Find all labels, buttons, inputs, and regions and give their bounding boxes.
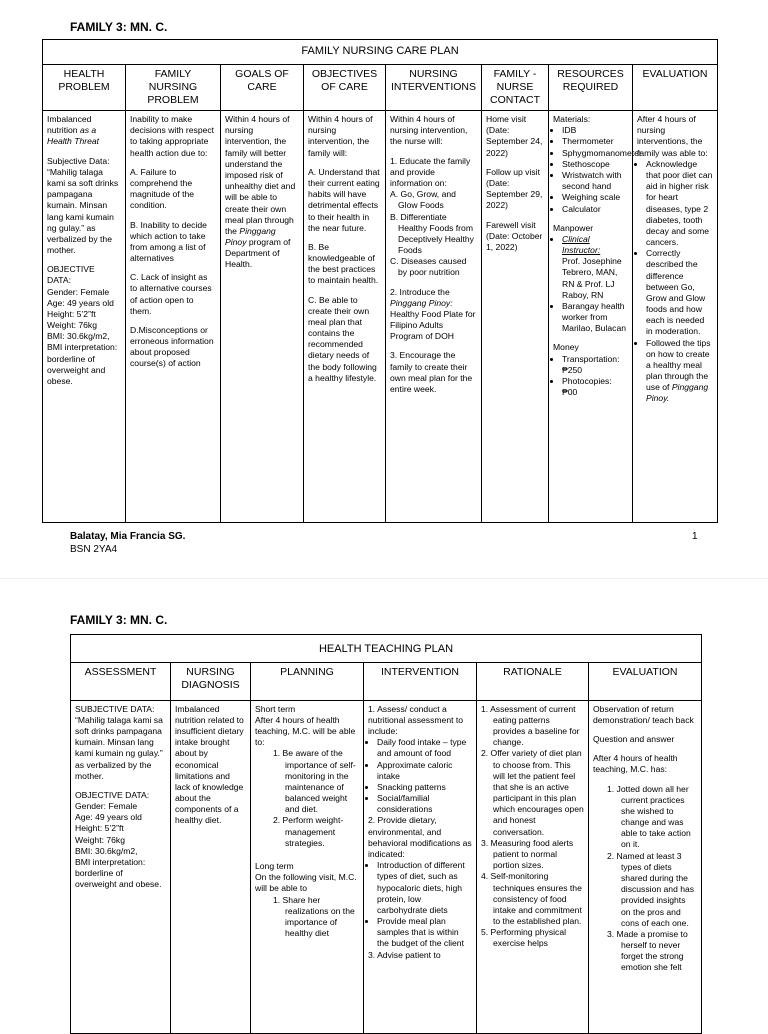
short-term-intro: After 4 hours of health teaching, M.C. will be able to: (255, 714, 356, 748)
intervention-1-item: C. Diseases caused by poor nutrition (390, 256, 467, 278)
contact-follow-up: Follow up visit (Date: September 29, 2022) (486, 166, 543, 211)
header-evaluation-2: EVALUATION (589, 662, 702, 700)
evaluation-outcome: 2. Named at least 3 types of diets shared during the discussion and has provided insights on the pros and cons of each one. (607, 850, 695, 928)
rationale-item: 3. Measuring food alerts patient to normal portion sizes. (481, 837, 574, 871)
intervention-step-1-item: • Social/familial considerations (377, 793, 472, 815)
cell-evaluation (633, 111, 718, 523)
objective-a: A. Understand that their current eating habits will have detrimental effects to their health in the near future. (308, 166, 380, 233)
page2-family-title: FAMILY 3: MN. C. (70, 613, 168, 627)
rationale-item: 5. Performing physical exercise helps (481, 927, 567, 949)
intervention-step-2-item: • Provide meal plan samples that is within the budget of the client (377, 916, 472, 950)
short-term-label: Short term (255, 703, 296, 714)
goal-text-tail: program of Department of Health. (225, 237, 291, 270)
page-number: 1 (692, 531, 698, 542)
long-term-item: 1. Share her realizations on the importance of healthy diet (273, 894, 355, 939)
evaluation-outcome: 1. Jotted down all her current practices she wished to change and was able to take action on it. (607, 783, 691, 850)
health-problem-text: Imbalanced nutrition (47, 114, 92, 136)
material-item: • Stethoscope (562, 159, 628, 170)
subjective-data: Subjective Data: “Mahilig talaga kami sa soft drinks pampagana kumain. Minsan lang kami kumain ng gulay.” as verbalized by the mother. (47, 155, 119, 256)
material-item: • IDB (562, 125, 628, 136)
contact-home-visit: Home visit (Date: September 24, 2022) (486, 114, 543, 158)
fnp-intro: Inability to make decisions with respect to taking appropriate health action due to: (130, 114, 215, 158)
fnp-item-d: D.Misconceptions or erroneous information about proposed course(s) of action (130, 324, 214, 369)
manpower-label: Manpower (553, 222, 594, 233)
objective-intro: Within 4 hours of nursing intervention, the family will: (308, 114, 373, 158)
barangay-health-worker: • Barangay health worker from Marilao, Bulacan (562, 301, 628, 335)
material-item: • Calculator (562, 204, 628, 215)
intervention-2-tail: Healthy Food Plate for Filipino Adults Program of DOH (390, 308, 476, 342)
cell-evaluation-2 (589, 700, 702, 1033)
objective-b: B. Be knowledgeable of the best practices to maintain health. (308, 241, 379, 286)
long-term-label: Long term (255, 860, 294, 871)
intervention-2-program: Pinggang Pinoy: (390, 297, 453, 308)
health-teaching-plan-table (70, 634, 702, 1034)
rationale-item: 4. Self-monitoring techniques ensures the consistency of food intake and commitment to the established plan. (481, 871, 582, 927)
evaluation-item: • Acknowledge that poor diet can aid in higher risk for heart diseases, type 2 diabetes, tooth decay and some cancers. (646, 159, 713, 248)
cell-health-problem (43, 111, 126, 523)
intervention-step-2: 2. Provide dietary, environmental, and behavioral modifications as indicated: (368, 815, 472, 859)
cell-intervention (364, 700, 477, 1033)
author-section: BSN 2YA4 (70, 544, 118, 555)
intervention-step-1-item: • Snacking patterns (377, 782, 472, 793)
goal-text: Within 4 hours of nursing intervention, the family will better understand the imposed risk of unhealthy diet and will be able to create their own meal plan through the (225, 114, 296, 236)
header-health-problem: HEALTH PROBLEM (43, 64, 126, 110)
cell-objectives-of-care (304, 111, 386, 523)
header-goals-of-care: GOALS OF CARE (221, 64, 304, 110)
page2-table-title: HEALTH TEACHING PLAN (71, 635, 702, 663)
fnp-item-b: B. Inability to decide which action to take from among a list of alternatives (130, 219, 207, 264)
header-family-nursing-problem: FAMILY NURSING PROBLEM (126, 64, 221, 110)
author-name: Balatay, Mia Francia SG. (70, 531, 186, 542)
intervention-step-1-item: • Approximate caloric intake (377, 760, 472, 782)
family-nursing-care-plan-table (42, 39, 718, 523)
money-label: Money (553, 342, 579, 353)
rationale-item: 1. Assessment of current eating patterns provides a baseline for change. (481, 703, 580, 748)
intervention-1-item: B. Differentiate Healthy Foods from Deceptively Healthy Foods (390, 211, 474, 256)
objective-c: C. Be able to create their own meal plan that contains the recommended dietary needs of the body following a healthy lifestyle. (308, 294, 377, 383)
intervention-3: 3. Encourage the family to create their own meal plan for the entire week. (390, 350, 473, 394)
fnp-item-a: A. Failure to comprehend the magnitude of the condition. (130, 166, 195, 211)
evaluation-item: • Correctly described the difference between Go, Grow and Glow foods and how each is needed in moderation. (646, 248, 713, 337)
intervention-2: 2. Introduce the (390, 286, 450, 297)
short-term-item: 2. Perform weight-management strategies. (273, 815, 344, 848)
evaluation-intro-2: After 4 hours of health teaching, M.C. has: (593, 753, 678, 775)
header-intervention: INTERVENTION (364, 662, 477, 700)
cell-planning (251, 700, 364, 1033)
material-item: • Sphygmomanometer (562, 148, 628, 159)
page1-family-title: FAMILY 3: MN. C. (70, 20, 168, 34)
page-divider (0, 578, 768, 579)
cell-nursing-interventions (386, 111, 482, 523)
material-item: • Wristwatch with second hand (562, 170, 628, 192)
cell-assessment (71, 700, 171, 1033)
header-evaluation: EVALUATION (633, 64, 718, 110)
evaluation-method-2: Question and answer (593, 734, 675, 745)
intervention-step-1: 1. Assess/ conduct a nutritional assessment to include: (368, 703, 464, 737)
contact-farewell: Farewell visit (Date: October 1, 2022) (486, 219, 543, 252)
subjective-data-2: SUBJECTIVE DATA: “Mahilig talaga kami sa soft drinks pampagana kumain. Minsan lang kami kumain ng gulay.” as verbalized by the mother. (75, 703, 163, 781)
clinical-instructor-label: Clinical Instructor: (562, 233, 601, 256)
objective-data-2: OBJECTIVE DATA: Gender: Female Age: 49 years old Height: 5’2”ft Weight: 76kg BMI: 30.6kg/m2, BMI interpretation: borderline of overweight and obese. (75, 789, 162, 890)
header-nursing-interventions: NURSING INTERVENTIONS (386, 64, 482, 110)
rationale-item: 2. Offer variety of diet plan to choose from. This will let the patient feel that she is an active participant in this plan which encourages open and honest conversation. (481, 748, 584, 837)
evaluation-outcome: 3. Made a promise to herself to never forget the strong emotion she felt (607, 928, 688, 973)
money-item: • Transportation: ₱250 (562, 354, 628, 376)
long-term-intro: On the following visit, M.C. will be able to (255, 872, 357, 894)
goal-program-name: Pinggang Pinoy (225, 225, 276, 248)
nursing-diagnosis-text: Imbalanced nutrition related to insufficient dietary intake brought about by economical limitations and lack of knowledge about the components of a healthy diet. (175, 703, 244, 826)
evaluation-item: Followed the tips on how to create a healthy meal plan through the use of (646, 337, 711, 393)
money-item: • Photocopies: ₱00 (562, 376, 628, 398)
materials-label: Materials: (553, 114, 591, 125)
intervention-step-1-item: • Daily food intake – type and amount of food (377, 737, 472, 759)
cell-nursing-diagnosis (171, 700, 251, 1033)
clinical-instructor-names: Prof. Josephine Tebrero, MAN, RN & Prof. LJ Raboy, RN (562, 256, 622, 300)
material-item: • Thermometer (562, 136, 628, 147)
health-problem-qualifier: as a Health Threat (47, 125, 100, 147)
cell-family-nurse-contact (482, 111, 549, 523)
objective-data: OBJECTIVE DATA: Gender: Female Age: 49 years old Height: 5’2”ft Weight: 76kg BMI: 30.6kg/m2, BMI interpretation: borderline of overweight and obese. (47, 264, 118, 386)
header-rationale: RATIONALE (477, 662, 589, 700)
header-assessment: ASSESSMENT (71, 662, 171, 700)
intervention-intro: Within 4 hours of nursing intervention, the nurse will: (390, 114, 468, 147)
cell-resources-required (549, 111, 642, 523)
header-nursing-diagnosis: NURSING DIAGNOSIS (171, 662, 251, 700)
evaluation-method: Observation of return demonstration/ teach back (593, 703, 694, 725)
intervention-1: 1. Educate the family and provide information on: (390, 155, 471, 188)
intervention-step-2-item: • Introduction of different types of diet, such as hypocaloric diets, high protein, low carbohydrate diets (377, 860, 472, 916)
header-planning: PLANNING (251, 662, 364, 700)
evaluation-intro: After 4 hours of nursing interventions, the family was able to: (637, 114, 708, 158)
short-term-item: 1. Be aware of the importance of self-monitoring in the maintenance of balanced weight and diet. (273, 748, 356, 815)
fnp-item-c: C. Lack of insight as to alternative courses of action open to them. (130, 272, 212, 316)
cell-rationale (477, 700, 589, 1033)
page1-table-title: FAMILY NURSING CARE PLAN (43, 40, 718, 65)
material-item: • Weighing scale (562, 192, 628, 203)
header-resources-required: RESOURCES REQUIRED (549, 64, 633, 110)
cell-goals-of-care (221, 111, 304, 523)
intervention-1-item: A. Go, Grow, and Glow Foods (390, 189, 456, 211)
evaluation-program-name: Pinggang Pinoy. (646, 382, 709, 404)
header-family-nurse-contact: FAMILY - NURSE CONTACT (482, 64, 549, 110)
header-objectives-of-care: OBJECTIVES OF CARE (304, 64, 386, 110)
intervention-step-3: 3. Advise patient to (368, 949, 441, 960)
cell-family-nursing-problem (126, 111, 221, 523)
